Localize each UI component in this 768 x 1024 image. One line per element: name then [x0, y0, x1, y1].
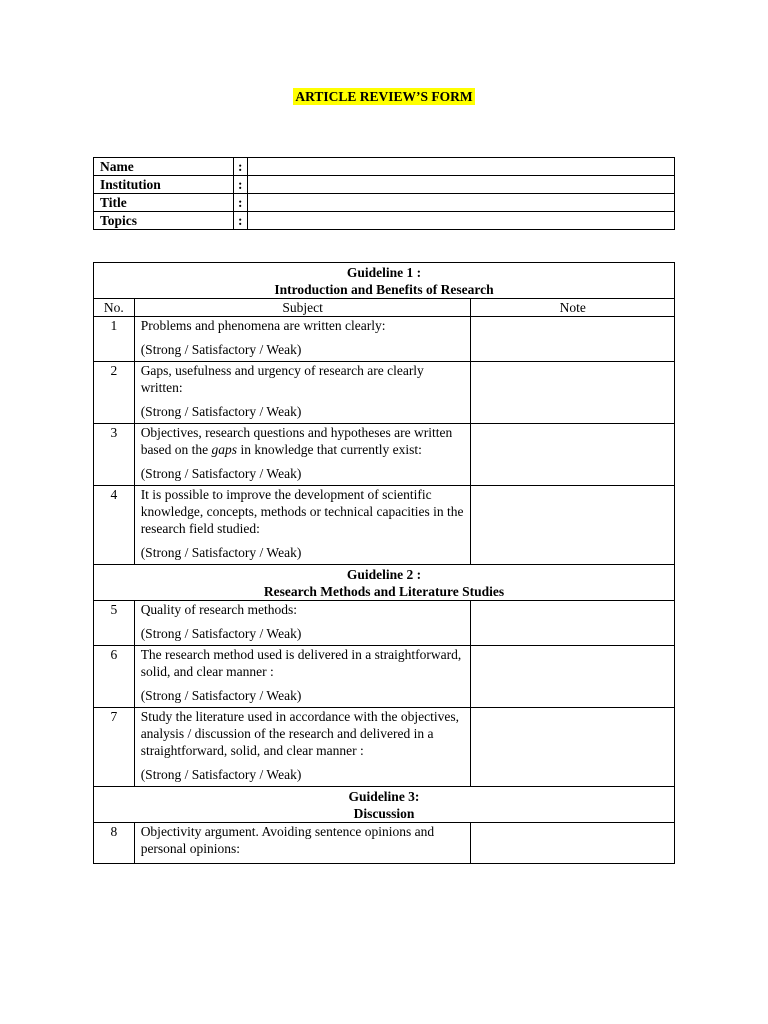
item-rating: (Strong / Satisfactory / Weak) — [140, 404, 302, 419]
item-rating: (Strong / Satisfactory / Weak) — [140, 767, 302, 782]
item-number: 4 — [94, 486, 135, 565]
item-rating: (Strong / Satisfactory / Weak) — [140, 688, 302, 703]
item-subject — [134, 708, 471, 787]
title-field[interactable] — [247, 194, 675, 212]
note-field[interactable] — [471, 823, 675, 864]
item-text: Gaps, usefulness and urgency of research are clearly written: — [140, 363, 424, 395]
item-number: 3 — [94, 424, 135, 486]
item-text-part: Objectives, research questions and hypotheses are written based on the — [140, 425, 453, 457]
item-subject — [134, 601, 471, 646]
topics-field[interactable] — [247, 212, 675, 230]
note-field[interactable] — [471, 362, 675, 424]
item-subject — [134, 317, 471, 362]
item-text: It is possible to improve the development of scientific knowledge, concepts, methods or technical capacities in the research field studied: — [140, 487, 464, 536]
table-row — [94, 486, 675, 565]
table-row — [94, 362, 675, 424]
guideline-table — [93, 262, 675, 864]
item-subject — [134, 823, 471, 864]
note-field[interactable] — [471, 317, 675, 362]
table-row — [94, 424, 675, 486]
guideline-subtitle: Introduction and Benefits of Research — [274, 282, 494, 297]
note-field[interactable] — [471, 708, 675, 787]
guideline-subtitle: Discussion — [353, 806, 415, 821]
item-number: 2 — [94, 362, 135, 424]
guideline-header — [94, 565, 675, 601]
guideline-subtitle: Research Methods and Literature Studies — [263, 584, 505, 599]
institution-field[interactable] — [247, 176, 675, 194]
table-row — [94, 708, 675, 787]
item-subject — [134, 486, 471, 565]
item-number: 1 — [94, 317, 135, 362]
item-rating: (Strong / Satisfactory / Weak) — [140, 626, 302, 641]
info-colon: : — [234, 212, 248, 230]
note-field[interactable] — [471, 601, 675, 646]
item-text-part: in knowledge that currently exist: — [237, 442, 422, 457]
item-text: Quality of research methods: — [140, 602, 298, 617]
item-text: Study the literature used in accordance with the objectives, analysis / discussion of the research and delivered in a straightforward, solid, and clear manner : — [140, 709, 459, 758]
item-number: 5 — [94, 601, 135, 646]
item-subject — [134, 424, 471, 486]
table-row — [94, 601, 675, 646]
column-header-no: No. — [94, 299, 135, 317]
form-title-wrapper — [0, 88, 768, 105]
guideline-heading: Guideline 2 : — [346, 567, 422, 582]
guideline-header — [94, 263, 675, 299]
item-text — [141, 424, 465, 458]
info-colon: : — [234, 176, 248, 194]
guideline-heading: Guideline 3: — [348, 789, 420, 804]
guideline-header — [94, 787, 675, 823]
item-rating: (Strong / Satisfactory / Weak) — [140, 466, 302, 481]
info-row-title — [94, 194, 675, 212]
info-label-topics: Topics — [94, 212, 234, 230]
table-row — [94, 317, 675, 362]
item-number: 7 — [94, 708, 135, 787]
column-header-subject: Subject — [134, 299, 471, 317]
item-text: Problems and phenomena are written clearly: — [140, 318, 386, 333]
info-label-institution: Institution — [94, 176, 234, 194]
item-number: 8 — [94, 823, 135, 864]
item-number: 6 — [94, 646, 135, 708]
note-field[interactable] — [471, 486, 675, 565]
item-rating: (Strong / Satisfactory / Weak) — [140, 545, 302, 560]
item-subject — [134, 646, 471, 708]
item-text-italic: gaps — [211, 442, 238, 457]
note-field[interactable] — [471, 646, 675, 708]
note-field[interactable] — [471, 424, 675, 486]
item-subject — [134, 362, 471, 424]
guideline-header-row — [94, 565, 675, 601]
guideline-header-row — [94, 787, 675, 823]
reviewer-info-table — [93, 157, 675, 230]
info-colon: : — [234, 158, 248, 176]
column-header-row — [94, 299, 675, 317]
table-row — [94, 646, 675, 708]
info-row-institution — [94, 176, 675, 194]
info-label-title: Title — [94, 194, 234, 212]
info-row-topics — [94, 212, 675, 230]
item-text: The research method used is delivered in a straightforward, solid, and clear manner : — [140, 647, 462, 679]
guideline-header-row — [94, 263, 675, 299]
item-rating: (Strong / Satisfactory / Weak) — [140, 342, 302, 357]
name-field[interactable] — [247, 158, 675, 176]
info-row-name — [94, 158, 675, 176]
item-text: Objectivity argument. Avoiding sentence opinions and personal opinions: — [140, 824, 435, 856]
guideline-heading: Guideline 1 : — [346, 265, 422, 280]
info-colon: : — [234, 194, 248, 212]
column-header-note: Note — [471, 299, 675, 317]
form-title: ARTICLE REVIEW’S FORM — [295, 89, 473, 104]
table-row — [94, 823, 675, 864]
info-label-name: Name — [94, 158, 234, 176]
